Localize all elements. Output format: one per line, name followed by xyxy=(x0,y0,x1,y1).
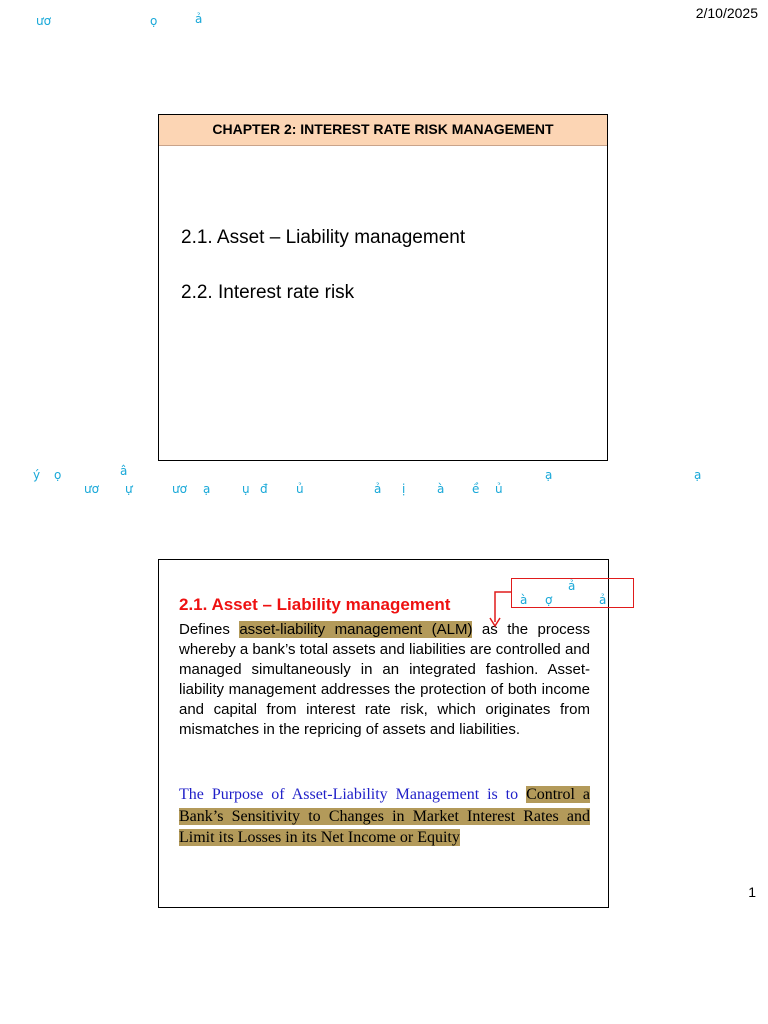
handwritten-note: đ xyxy=(260,482,268,496)
annotation-arrow-icon xyxy=(488,590,514,630)
purpose-highlight: Control a Bank’s Sensitivity to Changes in Market Interest Rates and Limit its Losses in its Net Income or Equity xyxy=(179,786,590,846)
slide-2-body xyxy=(179,620,590,740)
header-date: 2/10/2025 xyxy=(695,5,758,21)
handwritten-note: ạ xyxy=(545,468,553,482)
handwritten-note: ả xyxy=(195,12,203,26)
handwritten-note: ả xyxy=(599,593,607,607)
handwritten-note: ọ xyxy=(54,468,62,482)
body-rest: as the process whereby a bank’s total assets and liabilities are controlled and managed simultaneously in an integrated fashion. Asset-liability management addresses the protection of both income and capital from interest rate risk, which originates from mismatches in the repricing of assets and liabilities. xyxy=(179,621,591,738)
handwritten-note: ả xyxy=(568,579,576,593)
toc-item-asset-liability: 2.1. Asset – Liability management xyxy=(181,227,466,248)
handwritten-note: ợ xyxy=(545,593,553,607)
handwritten-note: ả xyxy=(374,482,382,496)
handwritten-note: ủ xyxy=(495,482,503,496)
handwritten-note: ự xyxy=(125,482,133,496)
handwritten-note: ạ xyxy=(694,468,702,482)
handwritten-note: ươ xyxy=(84,482,99,496)
handwritten-note: ề xyxy=(472,482,480,496)
toc-item-interest-rate-risk: 2.2. Interest rate risk xyxy=(181,282,355,303)
annotation-box xyxy=(511,578,634,608)
handwritten-note: ị xyxy=(402,482,406,496)
purpose-statement xyxy=(179,784,590,849)
handwritten-note: ụ xyxy=(242,482,250,496)
handwritten-note: ươ xyxy=(172,482,187,496)
body-prefix: Defines xyxy=(179,621,230,638)
slide-1 xyxy=(158,114,608,461)
page-number: 1 xyxy=(748,884,756,900)
handwritten-note: à xyxy=(437,482,445,496)
slide-1-title: CHAPTER 2: INTEREST RATE RISK MANAGEMENT xyxy=(159,115,607,146)
slide-2 xyxy=(158,559,609,908)
purpose-prefix: The Purpose of Asset-Liability Management is to xyxy=(179,786,519,803)
handwritten-note: â xyxy=(120,464,128,478)
slide-2-heading: 2.1. Asset – Liability management xyxy=(179,595,451,614)
handwritten-note: à xyxy=(520,593,528,607)
handwritten-note: ủ xyxy=(296,482,304,496)
alm-highlight: asset-liability management (ALM) xyxy=(239,621,473,638)
handwritten-note: ọ xyxy=(150,14,158,28)
handwritten-note: ý xyxy=(33,468,41,482)
handwritten-note: ạ xyxy=(203,482,211,496)
handwritten-note: ươ xyxy=(36,14,51,28)
